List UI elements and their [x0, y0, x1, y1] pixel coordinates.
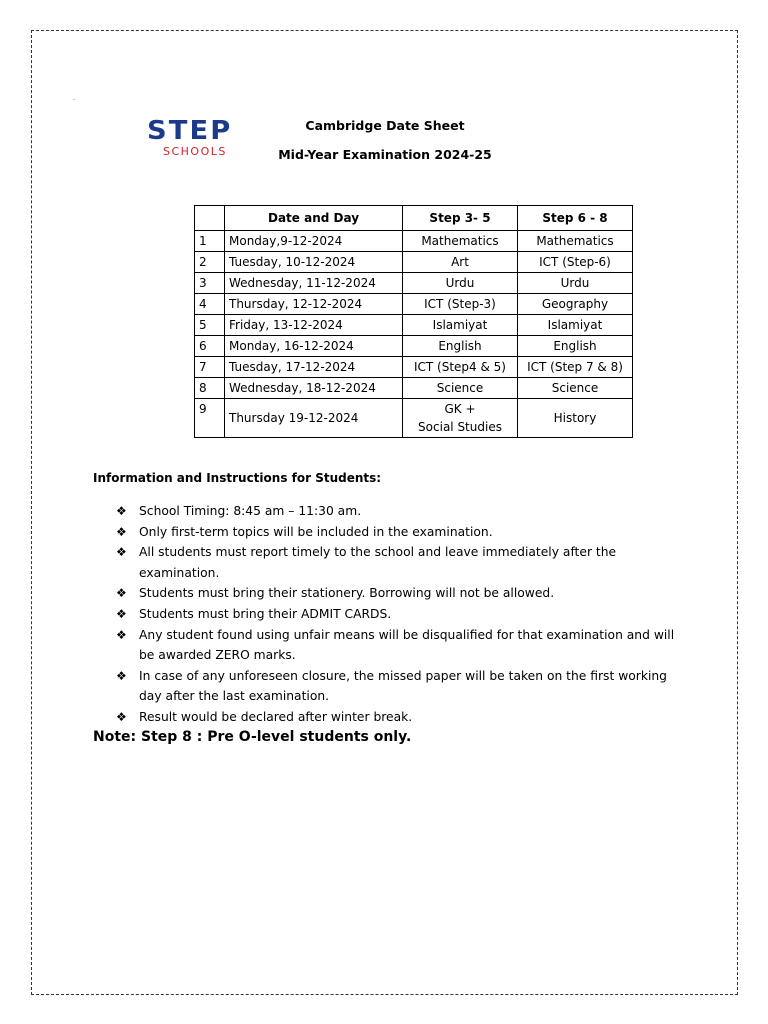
row-subject-step-6-8: English: [518, 336, 633, 357]
row-number: 3: [195, 273, 225, 294]
row-number: 6: [195, 336, 225, 357]
diamond-bullet-icon: ❖: [116, 504, 127, 518]
list-item: [116, 522, 676, 543]
row-subject-step-6-8: History: [518, 399, 633, 438]
row-number: 5: [195, 315, 225, 336]
diamond-bullet-icon: ❖: [116, 606, 127, 621]
row-subject-step-6-8: Islamiyat: [518, 315, 633, 336]
row-subject-step-3-5: Urdu: [403, 273, 518, 294]
row-number: 7: [195, 357, 225, 378]
row-subject-step-3-5: [403, 399, 518, 438]
logo-sub-text: SCHOOLS: [163, 145, 227, 158]
list-item: [116, 583, 676, 604]
row-date: Tuesday, 10-12-2024: [225, 252, 403, 273]
row-number: 2: [195, 252, 225, 273]
table-row: [195, 336, 633, 357]
diamond-bullet-icon: ❖: [116, 545, 127, 560]
instructions-heading: Information and Instructions for Students:: [93, 471, 382, 485]
row-subject-step-3-5: Mathematics: [403, 231, 518, 252]
row-date: Thursday, 12-12-2024: [225, 294, 403, 315]
row-subject-step-3-5: ICT (Step-3): [403, 294, 518, 315]
row-subject-step-6-8: ICT (Step 7 & 8): [518, 357, 633, 378]
row-number: 1: [195, 231, 225, 252]
table-row: [195, 294, 633, 315]
row-subject-step-6-8: ICT (Step-6): [518, 252, 633, 273]
table-row: [195, 273, 633, 294]
instruction-text: All students must report timely to the school and leave immediately after the examination.: [139, 545, 617, 580]
row-subject-step-6-8: Mathematics: [518, 231, 633, 252]
row-subject-step-3-5: English: [403, 336, 518, 357]
list-item: [116, 501, 676, 522]
logo-main-text: STEP: [147, 116, 233, 146]
row-date: Wednesday, 18-12-2024: [225, 378, 403, 399]
row-date: Monday, 16-12-2024: [225, 336, 403, 357]
column-header-number: [195, 206, 225, 231]
instruction-text: Result would be declared after winter break.: [139, 709, 413, 724]
list-item: [116, 707, 676, 728]
diamond-bullet-icon: ❖: [116, 668, 127, 683]
row-subject-step-3-5: Islamiyat: [403, 315, 518, 336]
row-subject-step-3-5: Science: [403, 378, 518, 399]
note-text: Note: Step 8 : Pre O-level students only.: [93, 729, 412, 745]
row-number: 4: [195, 294, 225, 315]
row-date: Monday,9-12-2024: [225, 231, 403, 252]
table-row: [195, 252, 633, 273]
diamond-bullet-icon: ❖: [116, 709, 127, 724]
row-subject-step-6-8: Science: [518, 378, 633, 399]
list-item: [116, 666, 676, 707]
diamond-bullet-icon: ❖: [116, 524, 127, 539]
row-subject-step-6-8: Urdu: [518, 273, 633, 294]
subject-line-2: Social Studies: [418, 420, 502, 434]
document-subtitle: Mid-Year Examination 2024-25: [278, 147, 492, 162]
list-item: [116, 604, 676, 625]
row-number: 9: [195, 399, 225, 438]
instruction-text: Only first-term topics will be included in the examination.: [139, 524, 493, 539]
row-date: Friday, 13-12-2024: [225, 315, 403, 336]
column-header-date: Date and Day: [225, 206, 403, 231]
instruction-text: School Timing: 8:45 am – 11:30 am.: [139, 504, 362, 518]
table-row: [195, 399, 633, 438]
row-subject-step-6-8: Geography: [518, 294, 633, 315]
row-date: Wednesday, 11-12-2024: [225, 273, 403, 294]
document-title: Cambridge Date Sheet: [305, 118, 465, 133]
instructions-list: [116, 501, 676, 728]
subject-line-1: GK +: [444, 402, 476, 416]
list-item: [116, 542, 676, 583]
instruction-text: Any student found using unfair means will be disqualified for that examination and will be awarded ZERO marks.: [139, 627, 675, 663]
row-subject-step-3-5: Art: [403, 252, 518, 273]
instruction-text: Students must bring their ADMIT CARDS.: [139, 606, 392, 621]
instruction-text: Students must bring their stationery. Borrowing will not be allowed.: [139, 586, 555, 601]
row-number: 8: [195, 378, 225, 399]
table-row: [195, 378, 633, 399]
row-date: Thursday 19-12-2024: [225, 399, 403, 438]
list-item: [116, 625, 676, 666]
instruction-text: In case of any unforeseen closure, the missed paper will be taken on the first working day after the last examination.: [139, 668, 667, 704]
date-sheet-table: [194, 205, 633, 438]
step-schools-logo: [147, 118, 253, 162]
table-header-row: [195, 206, 633, 231]
diamond-bullet-icon: ❖: [116, 586, 127, 601]
diamond-bullet-icon: ❖: [116, 627, 127, 642]
stray-mark: .: [73, 95, 75, 102]
table-row: [195, 357, 633, 378]
column-header-step-6-8: Step 6 - 8: [518, 206, 633, 231]
table-row: [195, 231, 633, 252]
column-header-step-3-5: Step 3- 5: [403, 206, 518, 231]
table-row: [195, 315, 633, 336]
row-date: Tuesday, 17-12-2024: [225, 357, 403, 378]
row-subject-step-3-5: ICT (Step4 & 5): [403, 357, 518, 378]
